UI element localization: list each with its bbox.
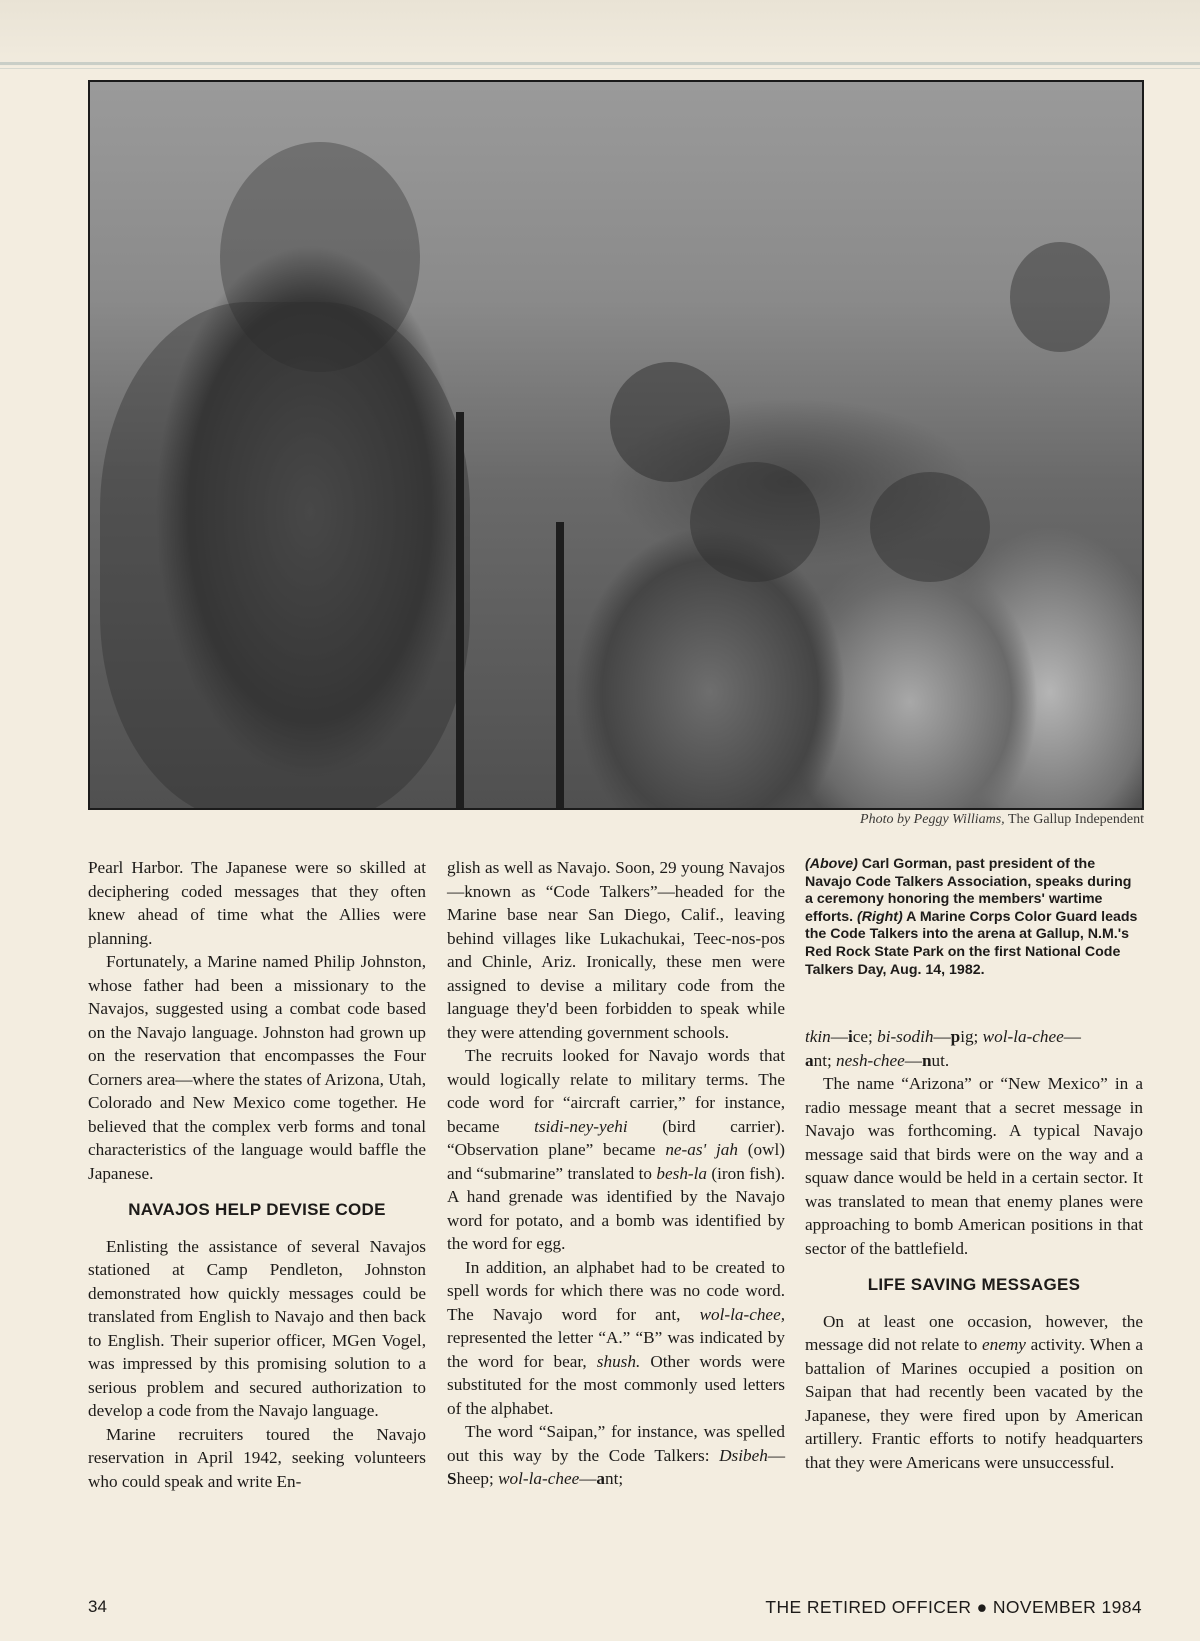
text-run: (owl) and “submarine” translated to [447,1140,786,1183]
text-run: (bird carrier). “Observation plane” became [447,1116,786,1159]
text-run: In addition, an alphabet had to be created to spell words for which there was no code word. The Navajo word for ant, [447,1257,785,1324]
text-run: represented the letter “A.” “B” was indicated by the word for bear, [447,1328,785,1371]
photo-caption [805,856,1143,979]
page-number: 34 [88,1597,107,1616]
audience-head-shape [610,362,730,482]
code-letter: p [950,1027,961,1047]
paragraph [447,1044,785,1256]
paragraph: Fortunately, a Marine named Philip Johnston, whose father had been a missionary to the Navajos, suggested using a combat code based on the Navajo language. Johnston had grown up on the reservation that encompasses the Four Corners area—where the states of Arizona, Utah, Colorado and New Mexico come together. He believed that the complex verb forms and tonal characteristics of the language would baffle the Japanese. [88,952,426,1183]
text-run: nt; [605,1469,624,1488]
code-letter: i [847,1027,853,1047]
code-letter: a [596,1469,606,1488]
photo-credit [860,812,1144,828]
navajo-word: wol-la-chee, [699,1304,785,1324]
article-column-2 [447,856,785,1491]
text-run: Other words were substituted for the most commonly used letters of the alphabet. [447,1351,785,1418]
microphone-stand [456,412,464,810]
text-run: The recruits looked for Navajo words that would logically relate to military terms. The code word for “aircraft carrier,” for instance, became [447,1046,785,1136]
dash: — [830,1027,848,1047]
paragraph: Enlisting the assistance of several Navajos stationed at Camp Pendleton, Johnston demonstrated how quickly messages could be translated from English to Navajo and then back to English. Their superior officer, MGen Vogel, was impressed by this promising solution to a serious problem and secured authorization to develop a code from the Navajo language. [88,1236,426,1420]
section-heading: LIFE SAVING MESSAGES [867,1275,1081,1295]
emphasized-word: enemy [982,1335,1026,1355]
navajo-word: tkin [805,1027,831,1047]
photo-credit-photographer: Photo by Peggy Williams, [860,812,1005,827]
dash: — [904,1050,922,1070]
text-run: (iron fish). A hand grenade was identified by the Navajo word for potato, and a bomb was identified by the word for egg. [447,1163,786,1253]
navajo-word: tsidi-ney-yehi [534,1116,628,1136]
page-top-band [0,0,1200,66]
navajo-word: wol-la-chee [498,1469,580,1488]
navajo-word: besh-la [656,1163,708,1183]
text-run: ig; [960,1027,979,1047]
text-run: On at least one occasion, however, the message did not relate to [805,1311,1143,1355]
text-run: nt; [813,1050,832,1070]
audience-head-shape [870,472,990,582]
navajo-word: Dsibeh [719,1445,768,1465]
paragraph [447,1256,785,1421]
paragraph: glish as well as Navajo. Soon, 29 young Navajos—known as “Code Talkers”—headed for the Marine base near San Diego, Calif., leaving behind villages like Lukachukai, Teec-nos-pos and Chinle, Ariz. Ironically, these men were assigned to devise a military code from the language they'd been forbidden to speak while they were attending government schools. [447,858,785,1042]
text-run: ut. [931,1050,950,1070]
top-rule [0,62,1200,65]
code-letter: n [921,1050,932,1070]
text-run: heep; [456,1469,494,1488]
audience-head-shape [1010,242,1110,352]
audience-head-shape [690,462,820,582]
code-letter: a [805,1050,814,1070]
section-heading: NAVAJOS HELP DEVISE CODE [128,1200,386,1219]
navajo-word: bi-sodih [877,1027,934,1047]
paragraph: The name “Arizona” or “New Mexico” in a radio message meant that a secret message in Navajo was forthcoming. A typical Navajo message said that birds were on the way and a squaw dance would be held in a certain sector. It was translated to mean that enemy planes were approaching to bomb American positions in that sector of the battlefield. [805,1074,1143,1258]
article-column-3 [805,856,1143,1474]
article-column-1 [88,856,426,1493]
navajo-word: shush. [596,1351,641,1371]
paragraph [805,1310,1143,1475]
navajo-word: wol-la-chee [982,1027,1064,1047]
caption-label: (Right) [857,908,903,925]
paragraph: Pearl Harbor. The Japanese were so skilled at deciphering coded messages that they often knew ahead of time what the Allies were planning. [88,858,426,948]
paragraph [805,1025,1143,1072]
paragraph: Marine recruiters toured the Navajo reservation in April 1942, seeking volunteers who could speak and write En- [88,1424,426,1491]
dash: — [579,1469,597,1488]
text-run: The word “Saipan,” for instance, was spelled out this way by the Code Talkers: [447,1422,785,1465]
navajo-word: nesh-chee [836,1050,905,1070]
code-letter: S [447,1469,457,1488]
ceremony-photo [88,80,1144,810]
dash: — [1063,1027,1081,1047]
text-run: ce; [852,1027,873,1047]
top-rule-thin [0,68,1200,69]
dash: — [933,1027,951,1047]
caption-text: A Marine Corps Color Guard leads the Code Talkers into the arena at Gallup, N.M.'s Red Rock State Park on the first National Code Talkers Day, Aug. 14, 1982. [805,908,1138,978]
caption-text: Carl Gorman, past president of the Navajo Code Talkers Association, speaks during a ceremony honoring the members' wartime efforts. [805,856,1132,925]
photo-credit-source: The Gallup Independent [1007,812,1144,827]
dash: — [767,1445,786,1465]
paragraph [447,1420,785,1491]
navajo-word: ne-as' jah [665,1140,738,1159]
speaker-body-shape [100,302,470,810]
text-run: activity. When a battalion of Marines occupied a position on Saipan that had recently been vacated by the Japanese, they were fired upon by American artillery. Frantic efforts to notify headquarters that they were Americans were unsuccessful. [805,1335,1144,1472]
caption-label: (Above) [805,856,858,872]
magazine-footer: THE RETIRED OFFICER ● NOVEMBER 1984 [765,1597,1142,1617]
microphone-stand [556,522,564,810]
